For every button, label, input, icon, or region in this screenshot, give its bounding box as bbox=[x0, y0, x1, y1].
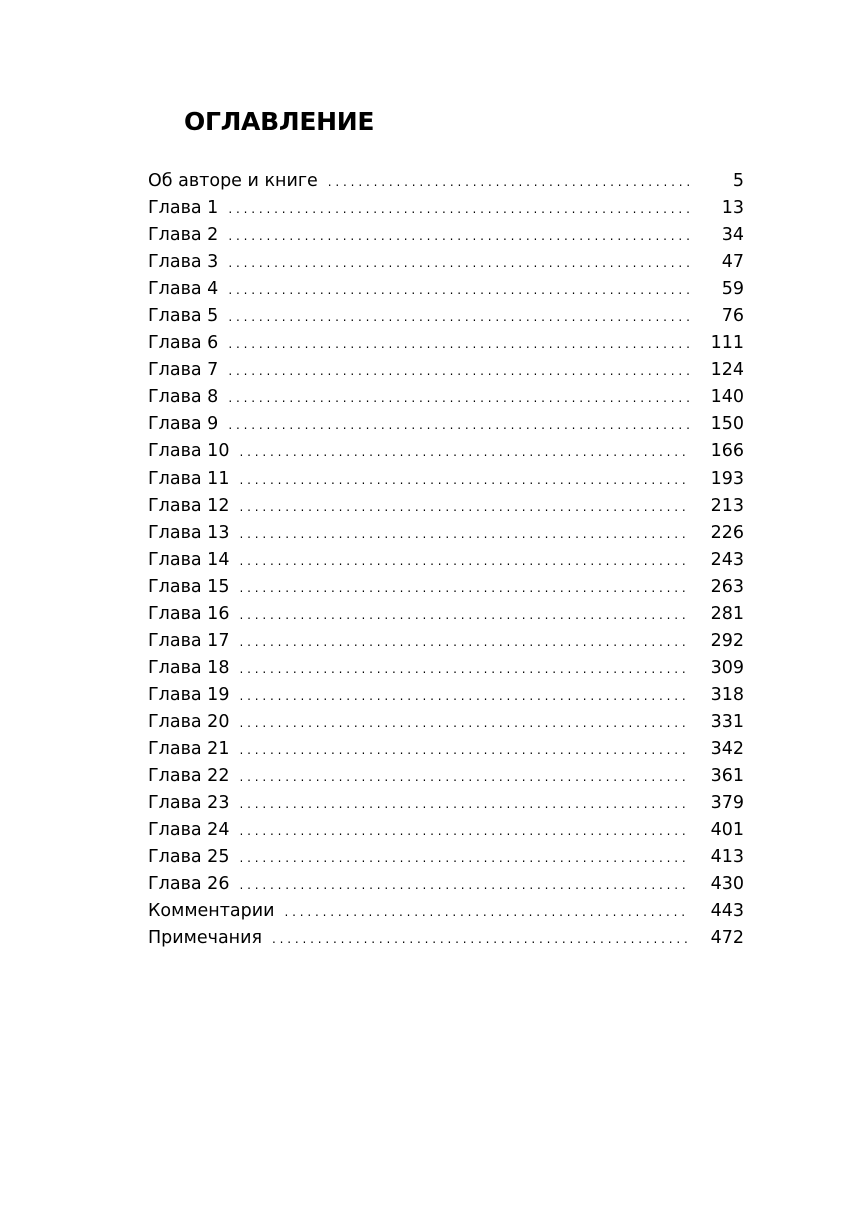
toc-entry-label: Глава 11 bbox=[148, 468, 230, 489]
toc-entry[interactable] bbox=[148, 411, 744, 438]
dot-leader bbox=[228, 250, 690, 277]
dot-leader bbox=[239, 737, 690, 764]
toc-entry[interactable] bbox=[148, 817, 744, 844]
toc-entry-page-number: 263 bbox=[710, 576, 744, 597]
toc-entry-page-number: 226 bbox=[710, 522, 744, 543]
toc-entry[interactable] bbox=[148, 547, 744, 574]
toc-entry-page-number: 318 bbox=[710, 684, 744, 705]
toc-entry[interactable] bbox=[148, 438, 744, 465]
toc-entry-label: Глава 9 bbox=[148, 414, 219, 435]
dot-leader bbox=[239, 575, 690, 602]
toc-entry-page-number: 292 bbox=[710, 630, 744, 651]
toc-entry[interactable] bbox=[148, 357, 744, 384]
toc-entry-page-number: 5 bbox=[732, 171, 744, 191]
toc-entry-label: Глава 22 bbox=[148, 766, 230, 787]
toc-entry-label: Глава 20 bbox=[148, 711, 230, 732]
toc-entry-page-number: 47 bbox=[721, 252, 744, 273]
dot-leader bbox=[228, 304, 690, 331]
toc-entry-page-number: 111 bbox=[710, 333, 744, 354]
toc-entry-page-number: 401 bbox=[710, 820, 744, 841]
toc-entry[interactable] bbox=[148, 925, 744, 952]
toc-entry[interactable] bbox=[148, 330, 744, 357]
dot-leader bbox=[239, 710, 690, 737]
toc-entry[interactable] bbox=[148, 655, 744, 682]
toc-entry[interactable] bbox=[148, 898, 744, 925]
dot-leader bbox=[239, 845, 690, 872]
toc-entry-label: Глава 12 bbox=[148, 495, 230, 516]
toc-entry-page-number: 331 bbox=[710, 711, 744, 732]
toc-entry[interactable] bbox=[148, 195, 744, 222]
toc-entry-page-number: 472 bbox=[710, 928, 744, 949]
toc-entry-page-number: 140 bbox=[710, 387, 744, 408]
dot-leader bbox=[239, 494, 690, 521]
dot-leader bbox=[228, 277, 690, 304]
dot-leader bbox=[228, 358, 690, 385]
toc-entry[interactable] bbox=[148, 736, 744, 763]
toc-entry-page-number: 309 bbox=[710, 657, 744, 678]
toc-entry-page-number: 430 bbox=[710, 874, 744, 895]
dot-leader bbox=[239, 683, 690, 710]
toc-entry[interactable] bbox=[148, 384, 744, 411]
toc-entry[interactable] bbox=[148, 790, 744, 817]
dot-leader bbox=[239, 656, 690, 683]
dot-leader bbox=[239, 439, 690, 466]
dot-leader bbox=[239, 818, 690, 845]
dot-leader bbox=[228, 223, 690, 250]
dot-leader bbox=[239, 602, 690, 629]
toc-entry-page-number: 281 bbox=[710, 603, 744, 624]
toc-entry[interactable] bbox=[148, 628, 744, 655]
toc-entry[interactable] bbox=[148, 709, 744, 736]
toc-entry-label: Глава 5 bbox=[148, 306, 219, 327]
toc-entry[interactable] bbox=[148, 520, 744, 547]
toc-entry-label: Глава 7 bbox=[148, 360, 219, 381]
dot-leader bbox=[285, 899, 690, 926]
dot-leader bbox=[239, 764, 690, 791]
toc-entry-page-number: 76 bbox=[721, 306, 744, 327]
toc-entry[interactable] bbox=[148, 682, 744, 709]
table-of-contents bbox=[148, 168, 744, 952]
toc-entry-label: Глава 23 bbox=[148, 793, 230, 814]
toc-entry-label: Глава 1 bbox=[148, 198, 219, 219]
page-title: ОГЛАВЛЕНИЕ bbox=[184, 107, 375, 136]
toc-entry-page-number: 59 bbox=[721, 279, 744, 300]
toc-entry-label: Глава 13 bbox=[148, 522, 230, 543]
toc-entry-page-number: 443 bbox=[710, 901, 744, 922]
toc-entry-page-number: 34 bbox=[721, 225, 744, 246]
dot-leader bbox=[239, 791, 690, 818]
toc-entry[interactable] bbox=[148, 303, 744, 330]
toc-entry[interactable] bbox=[148, 168, 744, 195]
toc-entry-label: Глава 24 bbox=[148, 820, 230, 841]
dot-leader bbox=[228, 196, 690, 223]
dot-leader bbox=[239, 548, 690, 575]
toc-entry-page-number: 213 bbox=[710, 495, 744, 516]
toc-entry-label: Глава 18 bbox=[148, 657, 230, 678]
toc-entry[interactable] bbox=[148, 844, 744, 871]
toc-entry-label: Глава 14 bbox=[148, 549, 230, 570]
dot-leader bbox=[228, 385, 690, 412]
toc-entry-label: Об авторе и книге bbox=[148, 171, 318, 191]
toc-entry[interactable] bbox=[148, 601, 744, 628]
toc-entry-label: Глава 2 bbox=[148, 225, 219, 246]
dot-leader bbox=[272, 926, 690, 953]
toc-entry[interactable] bbox=[148, 222, 744, 249]
toc-entry[interactable] bbox=[148, 249, 744, 276]
toc-entry[interactable] bbox=[148, 763, 744, 790]
toc-entry-page-number: 166 bbox=[710, 441, 744, 462]
toc-entry[interactable] bbox=[148, 466, 744, 493]
toc-entry-label: Глава 25 bbox=[148, 847, 230, 868]
toc-entry-page-number: 361 bbox=[710, 766, 744, 787]
toc-entry-page-number: 342 bbox=[710, 738, 744, 759]
toc-entry-page-number: 413 bbox=[710, 847, 744, 868]
dot-leader bbox=[239, 872, 690, 899]
toc-entry[interactable] bbox=[148, 493, 744, 520]
toc-entry[interactable] bbox=[148, 276, 744, 303]
dot-leader bbox=[228, 412, 690, 439]
dot-leader bbox=[328, 169, 690, 196]
toc-entry-label: Глава 6 bbox=[148, 333, 219, 354]
toc-entry-label: Комментарии bbox=[148, 901, 275, 922]
toc-entry-label: Глава 26 bbox=[148, 874, 230, 895]
dot-leader bbox=[228, 331, 690, 358]
toc-entry-label: Глава 10 bbox=[148, 441, 230, 462]
toc-entry-page-number: 243 bbox=[710, 549, 744, 570]
toc-entry-label: Глава 8 bbox=[148, 387, 219, 408]
dot-leader bbox=[239, 467, 690, 494]
toc-entry-page-number: 379 bbox=[710, 793, 744, 814]
toc-entry-page-number: 150 bbox=[710, 414, 744, 435]
toc-entry-label: Глава 19 bbox=[148, 684, 230, 705]
toc-entry-page-number: 193 bbox=[710, 468, 744, 489]
toc-entry[interactable] bbox=[148, 574, 744, 601]
toc-entry-page-number: 124 bbox=[710, 360, 744, 381]
toc-entry-label: Примечания bbox=[148, 928, 263, 949]
toc-entry-label: Глава 15 bbox=[148, 576, 230, 597]
toc-entry[interactable] bbox=[148, 871, 744, 898]
dot-leader bbox=[239, 629, 690, 656]
dot-leader bbox=[239, 521, 690, 548]
toc-entry-label: Глава 16 bbox=[148, 603, 230, 624]
toc-entry-label: Глава 21 bbox=[148, 738, 230, 759]
toc-entry-page-number: 13 bbox=[721, 198, 744, 219]
toc-entry-label: Глава 4 bbox=[148, 279, 219, 300]
toc-entry-label: Глава 17 bbox=[148, 630, 230, 651]
toc-entry-label: Глава 3 bbox=[148, 252, 219, 273]
